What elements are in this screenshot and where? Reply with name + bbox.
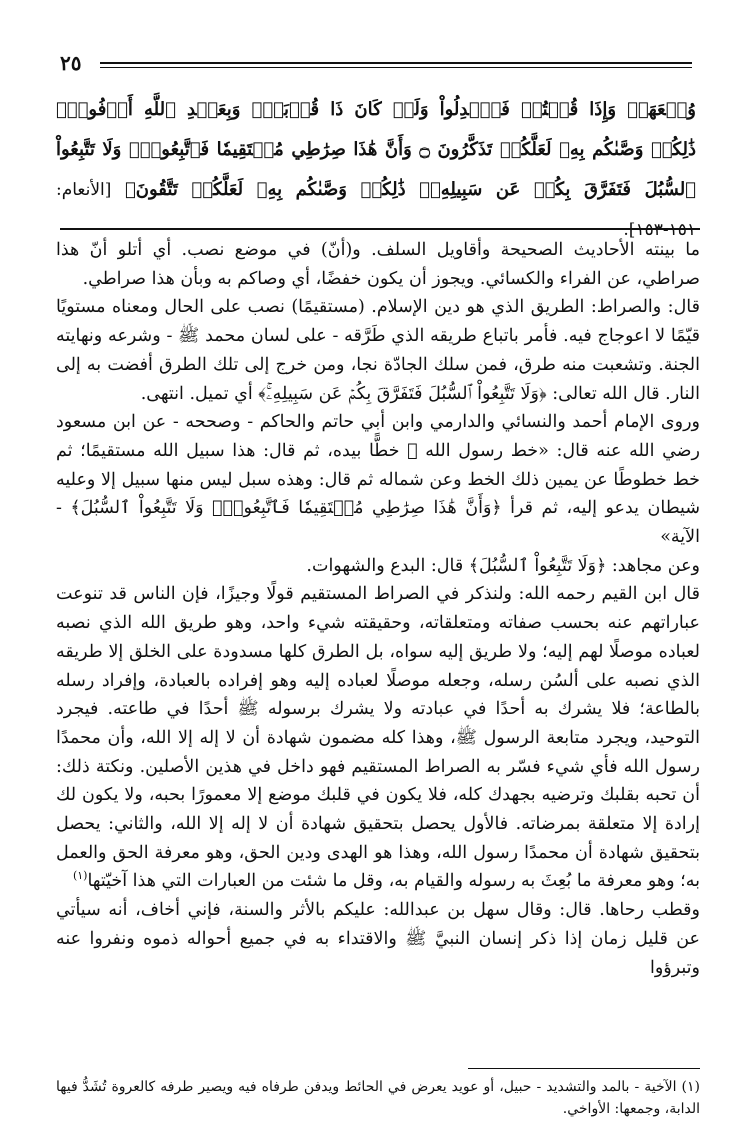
header-rule-thin [100,67,692,68]
verse-reference: [الأنعام: ١٥١-١٥٣]. [56,180,696,240]
header-rule [100,62,692,64]
paragraph: وعن مجاهد: ﴿وَلَا تَتَّبِعُواْ ٱلسُّبُلَ﴾ قال: البدع والشهوات. [306,555,700,576]
paragraph: وروى الإمام أحمد والنسائي والدارمي وابن أبي حاتم والحاكم - وصححه - عن ابن مسعود رضي الله عنه قال: «خط رسول الله ﷺ خطًّا بيده، ثم قال: هذا سبيل الله مستقيمًا؛ ثم خط خطوطًا عن يمين ذلك الخط وعن شماله ثم قال: وهذه سبل ليس منها سبيل إلا وعليه شيطان يدعو إليه، ثم قرأ ﴿وَأَنَّ هَٰذَا صِرَٰطِي مُسۡتَقِيمٗا فَٱتَّبِعُوهُۖ وَلَا تَتَّبِعُواْ ٱلسُّبُلَ﴾ - الآية» [56,412,700,548]
quran-verse-block [56,90,696,250]
page-number: ٢٥ [60,51,82,75]
paragraph [56,580,700,896]
verse-text: وُسۡعَهَاۖ وَإِذَا قُلۡتُمۡ فَٱعۡدِلُواْ وَلَوۡ كَانَ ذَا قُرۡبَىٰۖ وَبِعَهۡدِ ٱللَّهِ أَوۡفُواْۚ ذَٰلِكُمۡ وَصَّىٰكُم بِهِۦ لَعَلَّكُمۡ تَذَكَّرُونَ ۝ وَأَنَّ هَٰذَا صِرَٰطِي مُسۡتَقِيمٗا فَٱتَّبِعُوهُۖ وَلَا تَتَّبِعُواْ ٱلسُّبُلَ فَتَفَرَّقَ بِكُمۡ عَن سَبِيلِهِۦۚ ذَٰلِكُمۡ وَصَّىٰكُم بِهِۦ لَعَلَّكُمۡ تَتَّقُونَ﴾ [56,99,696,200]
paragraph: قال: والصراط: الطريق الذي هو دين الإسلام. (مستقيمًا) نصب على الحال ومعناه مستويًا قيّمًا لا اعوجاج فيه. فأمر باتباع طريقه الذي طَرَّقه - على لسان محمد ﷺ - وشرعه ونهايته الجنة. وتشعبت منه طرق، فمن سلك الجادّة نجا، ومن خرج إلى تلك الطرق أفضت به إلى النار. قال الله تعالى: ﴿وَلَا تَتَّبِعُواْ ٱلسُّبُلَ فَتَفَرَّقَ بِكُمۡ عَن سَبِيلِهِۦۚ﴾ أي تميل. انتهى. [56,297,700,404]
footnote-marker: (١) [72,869,88,883]
section-separator [60,228,700,230]
paragraph: وقطب رحاها. قال: وقال سهل بن عبدالله: عليكم بالأثر والسنة، فإني أخاف، أنه سيأتي عن قليل زمان إذا ذكر إنسان النبيَّ ﷺ والاقتداء به في جميع أحواله ذموه ونفروا عنه وتبرؤوا [56,900,700,978]
footnote: (١) الآخية - بالمد والتشديد - حبيل، أو عويد يعرض في الحائط ويدفن طرفاه فيه ويصير طرفه كالعروة تُشَدُّ فيها الدابة، وجمعها: الأواخي. [56,1079,700,1117]
main-text [56,236,700,982]
paragraph-text: قال ابن القيم رحمه الله: ولنذكر في الصراط المستقيم قولًا وجيزًا، فإن الناس قد تنوعت عباراتهم عنه بحسب صفاته ومتعلقاته، وحقيقته شيء واحد، وهو طريق الله الذي نصبه لعباده موصلًا لهم إليه؛ ولا طريق إليه سواه، بل الطرق كلها مسدودة على الخلق إلا طريقه الذي نصبه على ألسُن رسله، وجعله موصلًا لعباده إليه وهو إفراده بالعبادة، وإفراد رسله بالطاعة؛ فلا يشرك به أحدًا في عبادته ولا يشرك برسوله ﷺ أحدًا في طاعته. فيجرد التوحيد، ويجرد متابعة الرسول ﷺ، وهذا كله مضمون شهادة أن لا إله إلا الله، وأن محمدًا رسول الله فأي شيء فسّر به الصراط المستقيم فهو داخل في هذين الأصلين. ونكتة ذلك: أن تحبه بقلبك وترضيه بجهدك كله، فلا يكون في قلبك موضع إلا معمورًا بحبه، ولا يكون لك إرادة إلا متعلقة بمرضاته. فالأول يحصل بتحقيق شهادة أن لا إله إلا الله، والثاني: يحصل بتحقيق شهادة أن محمدًا رسول الله، وهذا هو الهدى ودين الحق، وهو معرفة الحق والعمل به؛ وهو معرفة ما بُعِثَ به رسوله والقيام به، وقل ما شئت من العبارات التي هذا آخيّتها [56,584,700,892]
footnote-rule [468,1068,700,1069]
paragraph: ما بينته الأحاديث الصحيحة وأقاويل السلف. و(أنّ) في موضع نصب. أي أتلو أنّ هذا صراطي، عن الفراء والكسائي. ويجوز أن يكون خفضًا، أي وصاكم به وبأن هذا صراطي. [56,240,700,289]
page-header [60,48,700,78]
